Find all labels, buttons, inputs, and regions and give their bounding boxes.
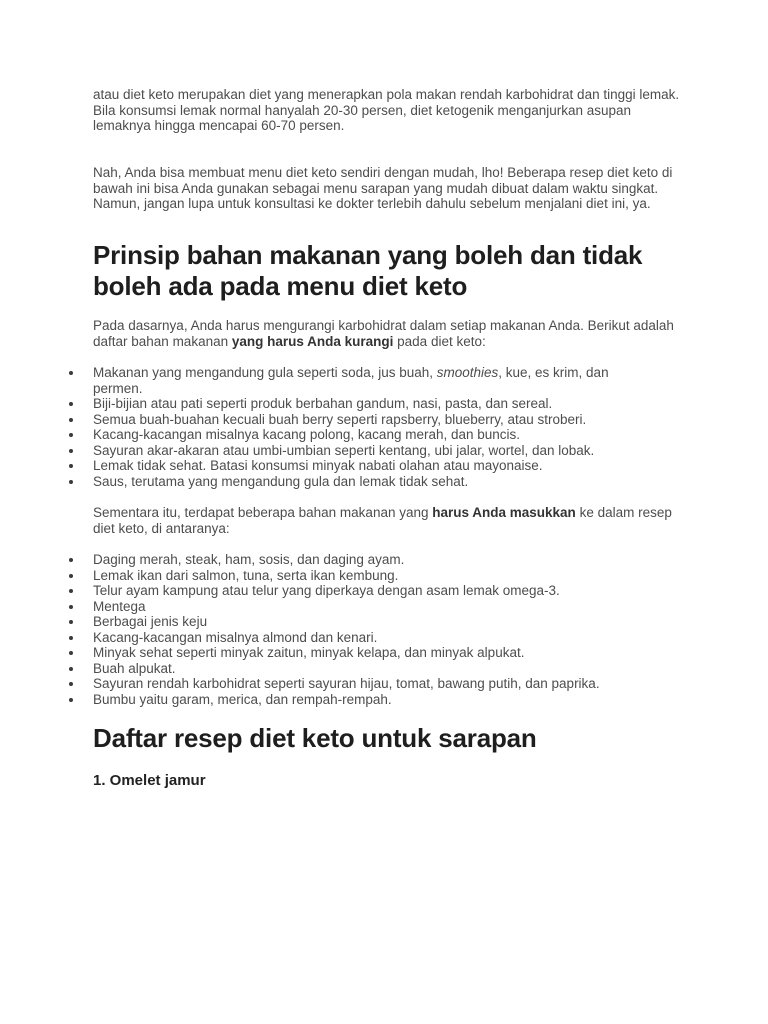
bullet-icon (69, 371, 73, 375)
list-item (0, 474, 653, 490)
list-item (0, 599, 653, 615)
list-item (0, 552, 653, 568)
section1-paragraph-bold: yang harus Anda kurangi (231, 333, 394, 349)
bullet-icon (69, 464, 73, 468)
section1-paragraph-2-text: Sementara itu, terdapat beberapa bahan makanan yang (93, 505, 433, 520)
list-item-text: Kacang-kacangan misalnya almond dan kenari. (93, 629, 378, 645)
bullet-icon (69, 418, 73, 422)
intro-paragraph: atau diet keto merupakan diet yang menerapkan pola makan rendah karbohidrat dan tinggi lemak. Bila konsumsi lemak normal hanyalah 20-30 persen, diet ketogenik menganjurkan asupan lemaknya hingga mencapai 60-70 persen. (93, 87, 680, 134)
list-item-text: Sayuran akar-akaran atau umbi-umbian seperti kentang, ubi jalar, wortel, dan lobak. (93, 442, 595, 458)
bullet-icon (69, 589, 73, 593)
list-item-text: Sayuran rendah karbohidrat seperti sayuran hijau, tomat, bawang putih, dan paprika. (93, 676, 600, 691)
list-item-text: Saus, terutama yang mengandung gula dan lemak tidak sehat. (93, 473, 469, 489)
bullet-icon (69, 636, 73, 640)
section2-heading: Daftar resep diet keto untuk sarapan (93, 723, 537, 753)
bullet-icon (69, 480, 73, 484)
list-item (0, 427, 653, 443)
section1-paragraph (93, 318, 683, 349)
list-item-text: Telur ayam kampung atau telur yang diperkaya dengan asam lemak omega-3. (93, 583, 560, 598)
bullet-icon (69, 433, 73, 437)
bullet-icon (69, 651, 73, 655)
section1-paragraph-2-tail: ke dalam resep diet keto, di antaranya: (93, 505, 672, 536)
bullet-icon (69, 558, 73, 562)
section1-paragraph-tail: pada diet keto: (393, 333, 486, 349)
list-item (0, 630, 653, 646)
bullet-icon (69, 682, 73, 686)
recipe-subheading: 1. Omelet jamur (93, 772, 206, 789)
list-item-text: Makanan yang mengandung gula seperti soda, jus buah, (93, 365, 437, 380)
list-item (0, 458, 653, 474)
list-item-text: Kacang-kacangan misalnya kacang polong, kacang merah, dan buncis. (93, 427, 521, 442)
section1-paragraph-text: Pada dasarnya, Anda harus mengurangi karbohidrat dalam setiap makanan Anda. Berikut adalah daftar bahan makanan (93, 318, 674, 349)
list-item (0, 692, 653, 708)
section1-heading: Prinsip bahan makanan yang boleh dan tidak boleh ada pada menu diet keto (93, 240, 643, 301)
list-item-text: Lemak ikan dari salmon, tuna, serta ikan kembung. (93, 567, 399, 583)
list-item (0, 568, 653, 584)
list-item-text: Berbagai jenis keju (93, 614, 208, 629)
list-item-text: Minyak sehat seperti minyak zaitun, minyak kelapa, dan minyak alpukat. (93, 645, 525, 660)
list-item-text: Bumbu yaitu garam, merica, dan rempah-rempah. (93, 691, 392, 707)
bullet-icon (69, 402, 73, 406)
bullet-icon (69, 449, 73, 453)
list-item (0, 645, 653, 661)
section1-paragraph-2-bold: harus Anda masukkan (432, 505, 576, 520)
bullet-icon (69, 667, 73, 671)
list-item-text: Lemak tidak sehat. Batasi konsumsi minyak nabati olahan atau mayonaise. (93, 458, 543, 473)
bullet-icon (69, 698, 73, 702)
list-item (0, 412, 653, 428)
list-item-text: Biji-bijian atau pati seperti produk berbahan gandum, nasi, pasta, dan sereal. (93, 396, 553, 411)
bullet-icon (69, 574, 73, 578)
list-item-text-tail: , kue, es krim, dan permen. (93, 365, 609, 396)
list-item-text: Buah alpukat. (93, 660, 176, 676)
list-item (0, 661, 653, 677)
list-item-italic-text: smoothies (436, 365, 499, 380)
reduce-food-list (0, 365, 700, 489)
include-food-list (0, 552, 700, 707)
list-item (0, 583, 653, 599)
list-item-text: Daging merah, steak, ham, sosis, dan daging ayam. (93, 552, 405, 567)
list-item (0, 676, 653, 692)
bullet-icon (69, 605, 73, 609)
list-item-text: Mentega (93, 598, 146, 614)
list-item (0, 396, 653, 412)
list-item-text: Semua buah-buahan kecuali buah berry seperti rapsberry, blueberry, atau stroberi. (93, 411, 587, 427)
bullet-icon (69, 620, 73, 624)
list-item (0, 614, 653, 630)
second-paragraph: Nah, Anda bisa membuat menu diet keto sendiri dengan mudah, lho! Beberapa resep diet keto di bawah ini bisa Anda gunakan sebagai menu sarapan yang mudah dibuat dalam waktu singkat. Namun, jangan lupa untuk konsultasi ke dokter terlebih dahulu sebelum menjalani diet ini, ya. (93, 165, 673, 212)
section1-paragraph-2 (93, 505, 683, 536)
list-item (0, 365, 653, 396)
list-item (0, 443, 653, 459)
